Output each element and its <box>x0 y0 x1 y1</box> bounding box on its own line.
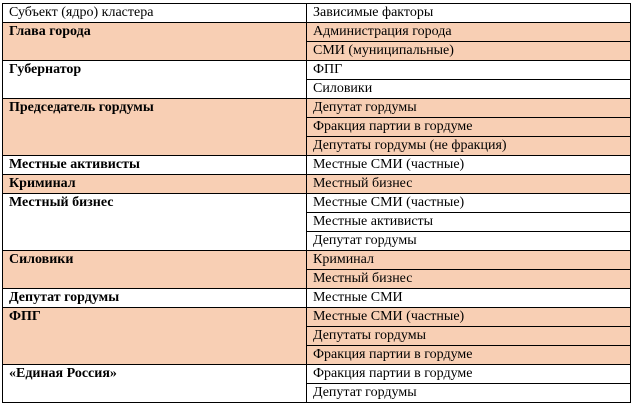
cluster-subject: «Единая Россия» <box>3 365 307 403</box>
dependent-factor: Криминал <box>307 251 631 270</box>
cluster-subject: Криминал <box>3 175 307 194</box>
cluster-subject: Депутат гордумы <box>3 289 307 308</box>
table-row <box>3 251 631 270</box>
dependent-factor: Местные СМИ (частные) <box>307 156 631 175</box>
header-row <box>3 4 631 23</box>
table-row <box>3 23 631 42</box>
dependent-factor: Депутат гордумы <box>307 99 631 118</box>
dependent-factor: Местные СМИ (частные) <box>307 308 631 327</box>
cluster-subject: Силовики <box>3 251 307 289</box>
dependent-factor: Силовики <box>307 80 631 99</box>
dependent-factor: Местные СМИ <box>307 289 631 308</box>
header-factors: Зависимые факторы <box>307 4 631 23</box>
cluster-table <box>2 3 631 403</box>
dependent-factor: Фракция партии в гордуме <box>307 346 631 365</box>
dependent-factor: ФПГ <box>307 61 631 80</box>
dependent-factor: Администрация города <box>307 23 631 42</box>
table-row <box>3 365 631 384</box>
cluster-subject: Глава города <box>3 23 307 61</box>
cluster-subject: ФПГ <box>3 308 307 365</box>
dependent-factor: Депутат гордумы <box>307 232 631 251</box>
table-row <box>3 99 631 118</box>
dependent-factor: Местный бизнес <box>307 270 631 289</box>
table-row <box>3 61 631 80</box>
table-row <box>3 175 631 194</box>
cluster-subject: Местные активисты <box>3 156 307 175</box>
table-row <box>3 156 631 175</box>
table-row <box>3 194 631 213</box>
dependent-factor: СМИ (муниципальные) <box>307 42 631 61</box>
dependent-factor: Депутаты гордумы (не фракция) <box>307 137 631 156</box>
dependent-factor: Фракция партии в гордуме <box>307 118 631 137</box>
cluster-subject: Губернатор <box>3 61 307 99</box>
dependent-factor: Местный бизнес <box>307 175 631 194</box>
table-body <box>3 23 631 403</box>
dependent-factor: Депутаты гордумы <box>307 327 631 346</box>
cluster-subject: Председатель гордумы <box>3 99 307 156</box>
header-subject: Субъект (ядро) кластера <box>3 4 307 23</box>
dependent-factor: Фракция партии в гордуме <box>307 365 631 384</box>
table-row <box>3 308 631 327</box>
dependent-factor: Местные активисты <box>307 213 631 232</box>
dependent-factor: Местные СМИ (частные) <box>307 194 631 213</box>
dependent-factor: Депутат гордумы <box>307 384 631 403</box>
table-row <box>3 289 631 308</box>
cluster-subject: Местный бизнес <box>3 194 307 251</box>
